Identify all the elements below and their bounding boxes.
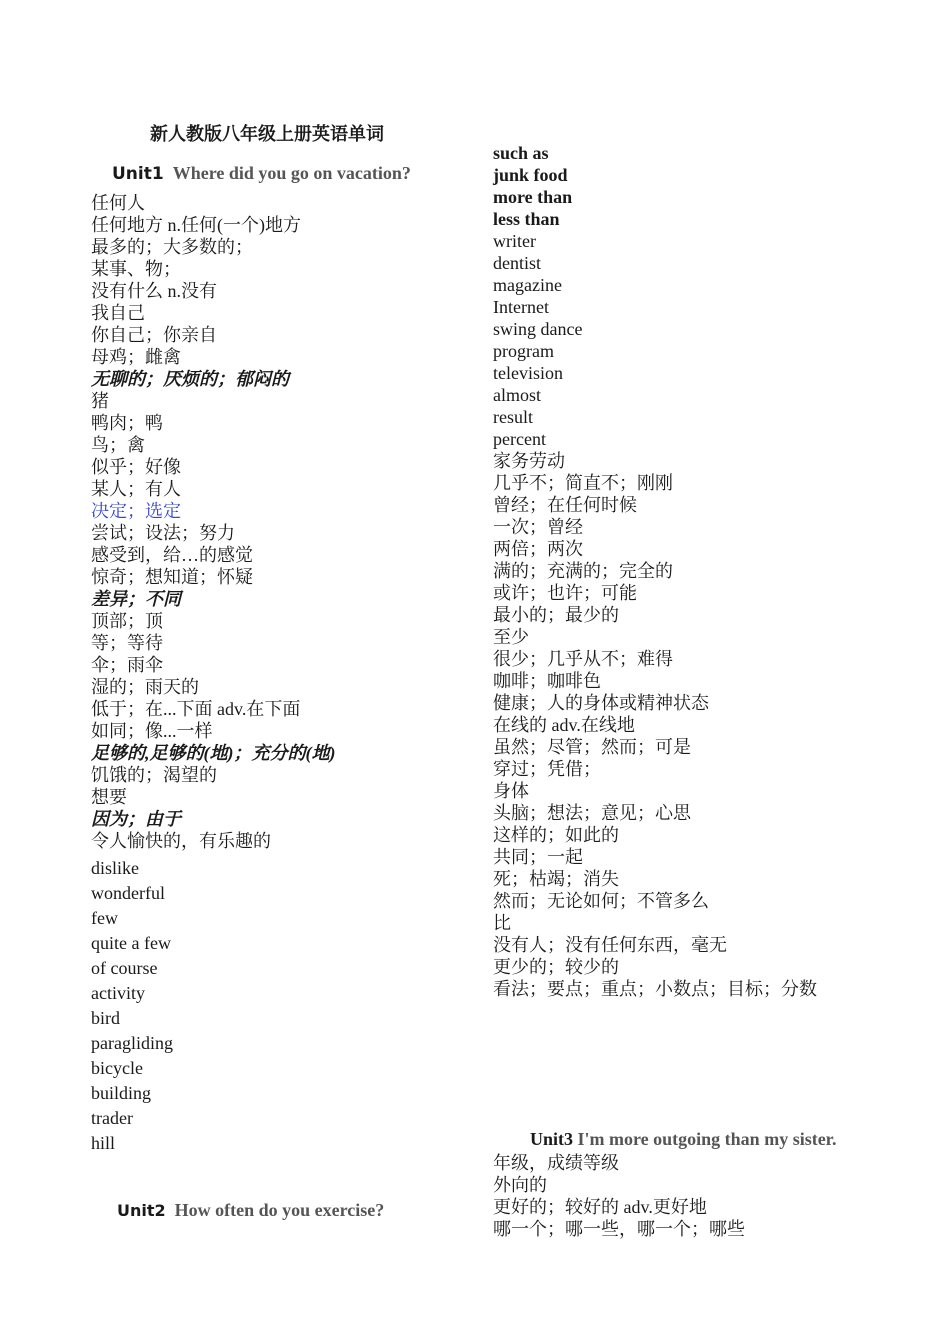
word-entry: 死；枯竭；消失 <box>493 869 619 889</box>
word-entry: few <box>91 908 118 928</box>
word-entry: 这样的；如此的 <box>493 825 619 845</box>
word-entry: 任何人 <box>91 193 145 213</box>
word-entry: 顶部；顶 <box>91 611 163 631</box>
unit1-title: Where did you go on vacation? <box>172 163 411 183</box>
unit1-label: Unit1 <box>112 164 164 184</box>
word-entry: 没有人；没有任何东西，毫无 <box>493 935 727 955</box>
word-entry: 最多的；大多数的； <box>91 237 253 257</box>
word-entry: 在线的 adv.在线地 <box>493 715 635 735</box>
word-entry: 令人愉快的，有乐趣的 <box>91 831 271 851</box>
word-entry: 某人；有人 <box>91 479 181 499</box>
word-entry: dentist <box>493 253 541 273</box>
word-entry: 你自己；你亲自 <box>91 325 217 345</box>
word-entry: 惊奇；想知道；怀疑 <box>91 567 253 587</box>
word-entry: wonderful <box>91 883 165 903</box>
word-entry: dislike <box>91 858 139 878</box>
word-entry: 健康；人的身体或精神状态 <box>493 693 709 713</box>
word-entry: 更少的；较少的 <box>493 957 619 977</box>
word-entry: 伞；雨伞 <box>91 655 163 675</box>
unit2-label: Unit2 <box>117 1201 166 1220</box>
unit3-word-list <box>493 1152 745 1240</box>
word-entry: 足够的,足够的(地)；充分的(地) <box>91 743 336 763</box>
word-entry: 共同；一起 <box>493 847 583 867</box>
word-entry: television <box>493 363 563 383</box>
word-entry: almost <box>493 385 541 405</box>
word-entry: 母鸡；雌禽 <box>91 347 181 367</box>
word-entry: 鸟；禽 <box>91 435 145 455</box>
word-entry: swing dance <box>493 319 583 339</box>
word-entry: more than <box>493 187 573 207</box>
unit3-heading <box>530 1129 837 1150</box>
word-entry: 身体 <box>493 781 529 801</box>
word-entry: writer <box>493 231 536 251</box>
word-entry: 比 <box>493 913 511 933</box>
word-entry: bird <box>91 1008 120 1028</box>
word-entry: 想要 <box>91 787 127 807</box>
word-entry: 如同；像...一样 <box>91 721 213 741</box>
word-entry: 任何地方 n.任何(一个)地方 <box>91 215 301 235</box>
unit2-heading <box>117 1200 384 1221</box>
unit3-title: I'm more outgoing than my sister. <box>577 1129 837 1149</box>
word-entry: 饥饿的；渴望的 <box>91 765 217 785</box>
word-entry: 鸭肉；鸭 <box>91 413 163 433</box>
word-entry: junk food <box>493 165 568 185</box>
word-entry: trader <box>91 1108 133 1128</box>
word-entry: 头脑；想法；意见；心思 <box>493 803 691 823</box>
word-entry: 猪 <box>91 391 109 411</box>
word-entry: 等；等待 <box>91 633 163 653</box>
word-entry: 曾经；在任何时候 <box>493 495 637 515</box>
word-entry: 至少 <box>493 627 529 647</box>
word-entry: 虽然；尽管；然而；可是 <box>493 737 691 757</box>
word-entry: such as <box>493 143 549 163</box>
word-entry: hill <box>91 1133 116 1153</box>
word-entry: 最小的；最少的 <box>493 605 619 625</box>
word-entry: 家务劳动 <box>493 451 565 471</box>
word-entry: 尝试；设法；努力 <box>91 523 235 543</box>
word-entry: 我自己 <box>91 303 145 323</box>
word-entry: percent <box>493 429 546 449</box>
word-entry: 因为；由于 <box>91 809 181 829</box>
word-entry: program <box>493 341 554 361</box>
word-entry: 看法；要点；重点；小数点；目标；分数 <box>493 979 817 999</box>
word-entry: 或许；也许；可能 <box>493 583 637 603</box>
unit2-word-list <box>493 142 817 1000</box>
word-entry: result <box>493 407 533 427</box>
word-entry: 很少；几乎从不；难得 <box>493 649 673 669</box>
word-entry: activity <box>91 983 145 1003</box>
unit1-heading <box>112 163 411 184</box>
word-entry: 几乎不；简直不；刚刚 <box>493 473 673 493</box>
word-entry: 然而；无论如何；不管多么 <box>493 891 709 911</box>
word-entry: 满的；充满的；完全的 <box>493 561 673 581</box>
word-entry: 某事、物； <box>91 259 181 279</box>
word-entry: 没有什么 n.没有 <box>91 281 217 301</box>
word-entry: 低于；在...下面 adv.在下面 <box>91 699 301 719</box>
word-entry: 外向的 <box>493 1175 547 1195</box>
word-entry: magazine <box>493 275 562 295</box>
word-entry: bicycle <box>91 1058 143 1078</box>
unit1-english-list <box>91 856 173 1156</box>
word-entry: 感受到，给…的感觉 <box>91 545 253 565</box>
word-entry: 哪一个；哪一些，哪一个；哪些 <box>493 1219 745 1239</box>
word-entry: 穿过；凭借； <box>493 759 601 779</box>
word-entry: 更好的；较好的 adv.更好地 <box>493 1197 707 1217</box>
unit3-label: Unit3 <box>530 1129 574 1149</box>
unit1-chinese-list <box>91 192 335 852</box>
word-entry: 两倍；两次 <box>493 539 583 559</box>
word-entry: paragliding <box>91 1033 173 1053</box>
word-entry: 似乎；好像 <box>91 457 181 477</box>
word-entry: 决定；选定 <box>91 501 181 521</box>
word-entry: 咖啡；咖啡色 <box>493 671 601 691</box>
word-entry: building <box>91 1083 152 1103</box>
word-entry: 差异；不同 <box>91 589 181 609</box>
word-entry: of course <box>91 958 158 978</box>
word-entry: 湿的；雨天的 <box>91 677 199 697</box>
unit2-title: How often do you exercise? <box>174 1200 385 1220</box>
document-title: 新人教版八年级上册英语单词 <box>150 124 384 144</box>
word-entry: 年级，成绩等级 <box>493 1153 619 1173</box>
word-entry: 一次；曾经 <box>493 517 583 537</box>
word-entry: Internet <box>493 297 549 317</box>
word-entry: quite a few <box>91 933 171 953</box>
word-entry: 无聊的；厌烦的；郁闷的 <box>91 369 289 389</box>
word-entry: less than <box>493 209 560 229</box>
